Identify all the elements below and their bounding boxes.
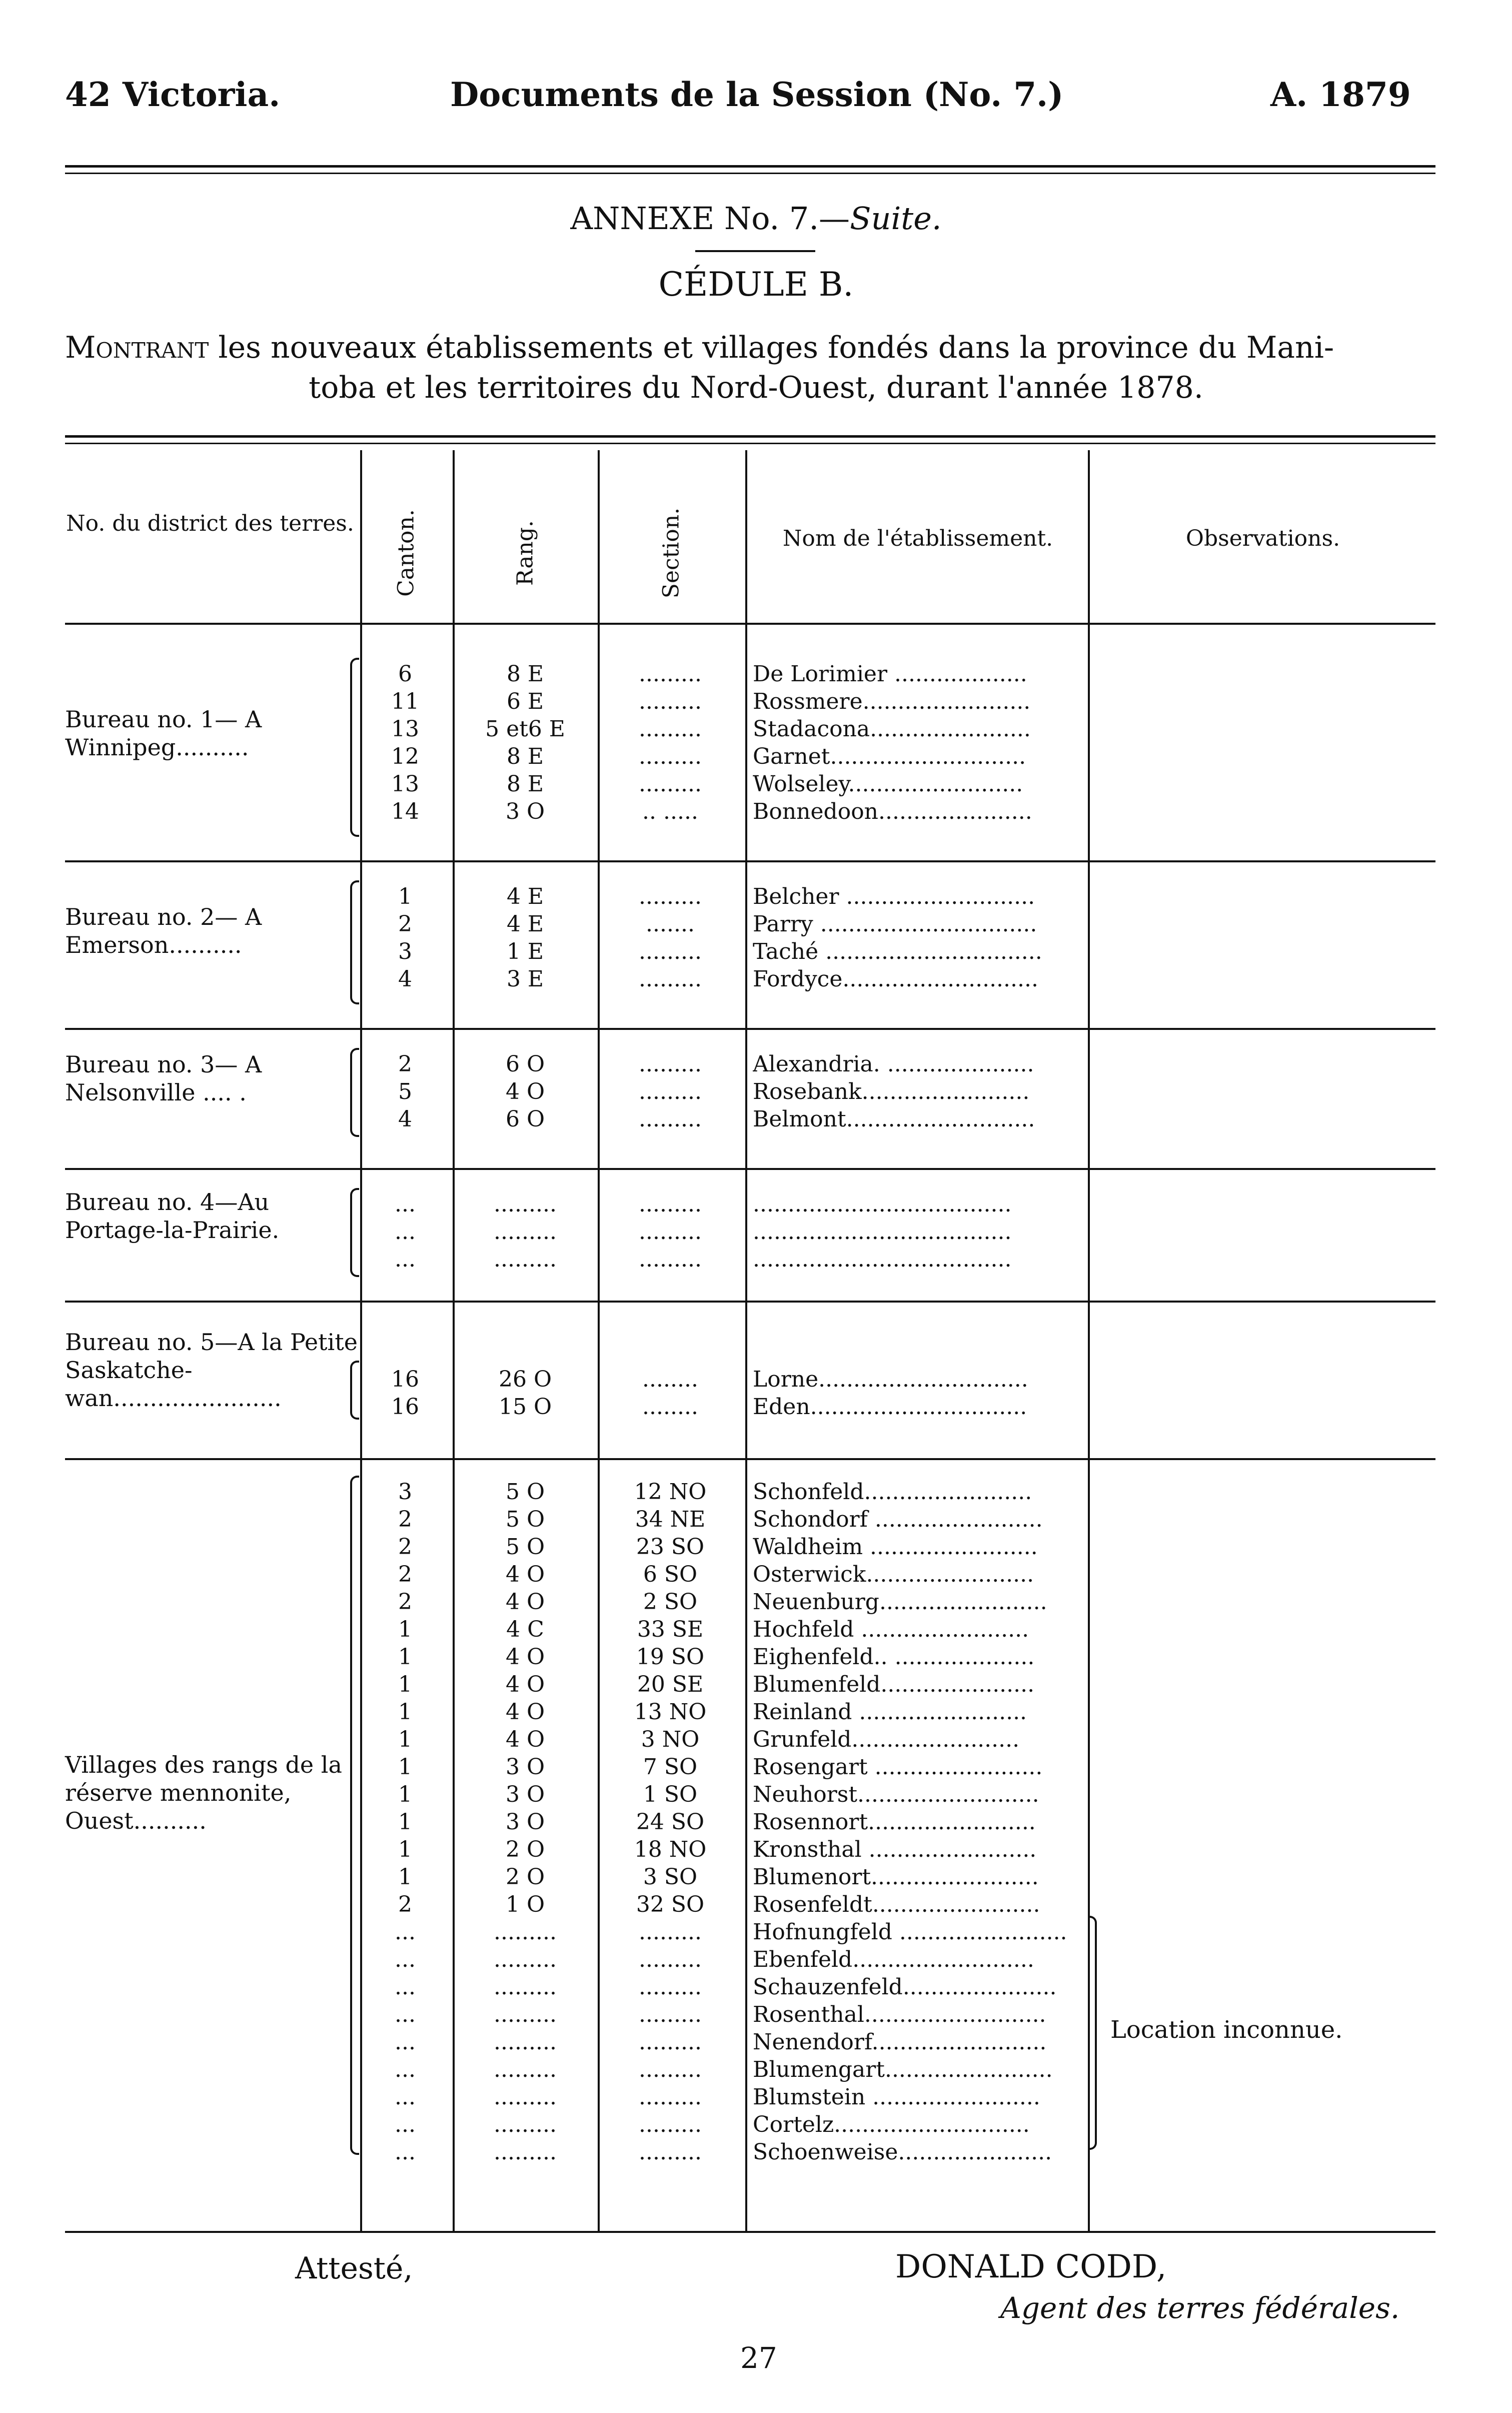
cell-canton: ... [395, 2057, 416, 2082]
brace-saskatchewan [350, 1361, 359, 1420]
cell-section: ......... [639, 1219, 702, 1245]
cell-rang: 3 O [505, 1809, 545, 1835]
cell-rang: 2 O [505, 1864, 545, 1890]
cell-canton: 1 [398, 1672, 412, 1697]
cell-rang: 5 et6 E [485, 716, 565, 742]
cell-nom: Parry ............................... [753, 911, 1037, 937]
cell-canton: 16 [391, 1394, 419, 1420]
header-title: Documents de la Session (No. 7.) [450, 75, 1064, 114]
group-separator-5 [65, 1458, 1435, 1460]
cell-section: 7 SO [643, 1754, 698, 1780]
cell-rang: 4 O [505, 1589, 545, 1615]
cell-canton: ... [395, 2002, 416, 2027]
cell-rang: 26 O [498, 1367, 552, 1392]
cell-rang: ......... [494, 2029, 557, 2055]
observation-location-inconnue: Location inconnue. [1110, 2016, 1343, 2044]
col-header-rang: Rang. [512, 520, 538, 586]
cell-canton: ... [395, 1947, 416, 1972]
cell-canton: 1 [398, 884, 412, 909]
attest-label: Attesté, [295, 2251, 413, 2286]
page-number: 27 [740, 2341, 777, 2375]
cell-canton: 4 [398, 1106, 412, 1132]
cell-section: ......... [639, 744, 702, 769]
cell-rang: 1 O [505, 1892, 545, 1917]
cell-section: ......... [639, 689, 702, 714]
table-rule-top-2 [65, 443, 1435, 444]
cell-section: 24 SO [636, 1809, 705, 1835]
col-header-district: No. du district des terres. [66, 511, 354, 536]
cell-nom: Fordyce............................ [753, 966, 1038, 992]
group-separator-3 [65, 1168, 1435, 1170]
cell-section: ......... [639, 2112, 702, 2137]
cell-canton: 1 [398, 1727, 412, 1752]
cell-canton: ... [395, 1974, 416, 2000]
cell-rang: 6 E [506, 689, 544, 714]
cell-section: 34 NE [635, 1507, 706, 1532]
cell-canton: 16 [391, 1367, 419, 1392]
cell-canton: 1 [398, 1699, 412, 1725]
cell-rang: ......... [494, 1247, 557, 1272]
group-separator-4 [65, 1301, 1435, 1303]
cell-canton: 3 [398, 939, 412, 964]
cell-nom: Blumenfeld...................... [753, 1672, 1035, 1697]
signature-title: Agent des terres fédérales. [1000, 2291, 1400, 2325]
cell-nom: Cortelz............................ [753, 2112, 1030, 2137]
brace-mennonite [350, 1476, 359, 2155]
cell-canton: 13 [391, 716, 419, 742]
group-label-nelsonville: Bureau no. 3— A Nelsonville .... . [65, 1051, 262, 1106]
cell-canton: 11 [391, 689, 419, 714]
cell-section: 18 NO [634, 1837, 707, 1862]
cell-canton: ... [395, 1219, 416, 1245]
cell-section: 33 SE [637, 1617, 704, 1642]
cell-rang: 2 O [505, 1837, 545, 1862]
cell-nom: Lorne.............................. [753, 1367, 1028, 1392]
cell-nom: Neuhorst.......................... [753, 1782, 1039, 1807]
cell-rang: 5 O [505, 1507, 545, 1532]
header-volume: 42 Victoria. [65, 75, 281, 114]
cedule-title: CÉDULE B. [658, 265, 854, 304]
cell-section: ......... [639, 1974, 702, 2000]
title-divider [695, 250, 815, 252]
cell-section: ........ [642, 1394, 698, 1420]
cell-nom: ..................................... [753, 1219, 1012, 1245]
cell-nom: Hochfeld ........................ [753, 1617, 1029, 1642]
cell-rang: ......... [494, 2084, 557, 2110]
group-label-portage: Bureau no. 4—Au Portage-la-Prairie. [65, 1188, 280, 1244]
cell-section: 13 NO [634, 1699, 707, 1725]
cell-nom: Schauzenfeld...................... [753, 1974, 1057, 2000]
cell-canton: 1 [398, 1782, 412, 1807]
cell-canton: 1 [398, 1644, 412, 1670]
cell-rang: ......... [494, 1947, 557, 1972]
cell-nom: Belcher ........................... [753, 884, 1035, 909]
col-header-nom: Nom de l'établissement. [782, 526, 1053, 551]
cell-canton: ... [395, 2139, 416, 2165]
cell-nom: Stadacona....................... [753, 716, 1031, 742]
annexe-label: ANNEXE No. 7.— [570, 200, 850, 237]
col-line-3 [598, 450, 600, 2231]
cell-section: 1 SO [643, 1782, 698, 1807]
cell-canton: 13 [391, 771, 419, 797]
cell-canton: 2 [398, 1892, 412, 1917]
group-label-emerson: Bureau no. 2— A Emerson.......... [65, 903, 262, 958]
cell-canton: 5 [398, 1079, 412, 1104]
header-separator [65, 623, 1435, 625]
cell-rang: ......... [494, 2057, 557, 2082]
cell-rang: ......... [494, 1974, 557, 2000]
cell-section: ......... [639, 2139, 702, 2165]
cell-section: ......... [639, 2002, 702, 2027]
cell-rang: 4 E [506, 884, 544, 909]
group-label-winnipeg: Bureau no. 1— A Winnipeg.......... [65, 706, 262, 761]
cell-nom: Blumstein ........................ [753, 2084, 1040, 2110]
cell-section: ......... [639, 1106, 702, 1132]
cell-nom: Waldheim ........................ [753, 1534, 1038, 1560]
cell-canton: 3 [398, 1479, 412, 1505]
cell-nom: Taché ............................... [753, 939, 1042, 964]
description-line-1 [65, 330, 1334, 365]
description-text-1: les nouveaux établissements et villages fondés dans la province du Mani- [209, 330, 1334, 365]
cell-rang: ......... [494, 2002, 557, 2027]
cell-nom: Rosebank........................ [753, 1079, 1030, 1104]
col-header-canton: Canton. [393, 509, 419, 597]
cell-rang: 15 O [498, 1394, 552, 1420]
cell-nom: Bonnedoon...................... [753, 799, 1032, 824]
cell-nom: Rossmere........................ [753, 689, 1031, 714]
description-line-2: toba et les territoires du Nord-Ouest, durant l'année 1878. [309, 370, 1203, 405]
cell-canton: 1 [398, 1809, 412, 1835]
cell-section: 2 SO [643, 1589, 698, 1615]
cell-section: 3 SO [643, 1864, 698, 1890]
cell-nom: Ebenfeld.......................... [753, 1947, 1034, 1972]
cell-section: 19 SO [636, 1644, 705, 1670]
annexe-title [0, 200, 1512, 237]
cell-rang: 4 O [505, 1672, 545, 1697]
cell-nom: Rosenfeldt........................ [753, 1892, 1040, 1917]
cell-canton: 1 [398, 1837, 412, 1862]
cell-section: ......... [639, 939, 702, 964]
col-line-4 [745, 450, 747, 2231]
cell-nom: Belmont........................... [753, 1106, 1035, 1132]
cell-section: ......... [639, 2084, 702, 2110]
cell-section: ......... [639, 1947, 702, 1972]
cell-rang: 8 E [506, 744, 544, 769]
cell-section: ......... [639, 2029, 702, 2055]
cell-rang: 3 O [505, 799, 545, 824]
cell-rang: ......... [494, 2139, 557, 2165]
cell-rang: 4 E [506, 911, 544, 937]
cell-canton: 2 [398, 1562, 412, 1587]
cell-nom: Osterwick........................ [753, 1562, 1034, 1587]
cell-nom: Eighenfeld.. .................... [753, 1644, 1035, 1670]
cell-canton: ... [395, 2084, 416, 2110]
cell-canton: 1 [398, 1864, 412, 1890]
header-year: A. 1879 [1270, 75, 1411, 114]
cell-section: ......... [639, 1919, 702, 1945]
cell-canton: 14 [391, 799, 419, 824]
cell-canton: 1 [398, 1754, 412, 1780]
cell-nom: Rosenthal.......................... [753, 2002, 1046, 2027]
cell-nom: Alexandria. ..................... [753, 1051, 1034, 1077]
cell-nom: ..................................... [753, 1247, 1012, 1272]
annexe-suite: Suite. [850, 200, 942, 237]
cell-rang: 1 E [506, 939, 544, 964]
cell-section: ........ [642, 1367, 698, 1392]
col-line-2 [453, 450, 455, 2231]
cell-nom: Schonfeld........................ [753, 1479, 1032, 1505]
cell-rang: 3 O [505, 1782, 545, 1807]
cell-rang: 3 O [505, 1754, 545, 1780]
cell-canton: ... [395, 1919, 416, 1945]
cell-nom: Kronsthal ........................ [753, 1837, 1037, 1862]
cell-section: ......... [639, 716, 702, 742]
cell-rang: 4 O [505, 1644, 545, 1670]
cell-rang: 4 C [506, 1617, 544, 1642]
cell-nom: Reinland ........................ [753, 1699, 1027, 1725]
header-rule-bottom [65, 173, 1435, 174]
cell-canton: ... [395, 2112, 416, 2137]
cell-section: 12 NO [634, 1479, 707, 1505]
cell-nom: Rosennort........................ [753, 1809, 1036, 1835]
header-rule-top [65, 165, 1435, 168]
cell-nom: Schondorf ........................ [753, 1507, 1043, 1532]
cell-section: 32 SO [636, 1892, 705, 1917]
cell-canton: ... [395, 1191, 416, 1217]
cell-nom: Schoenweise...................... [753, 2139, 1052, 2165]
cell-canton: ... [395, 1247, 416, 1272]
brace-portage [350, 1188, 359, 1277]
cell-rang: 3 E [506, 966, 544, 992]
cell-canton: 2 [398, 1507, 412, 1532]
cell-canton: 2 [398, 1589, 412, 1615]
cell-section: ......... [639, 966, 702, 992]
cell-nom: De Lorimier ................... [753, 661, 1027, 687]
cell-canton: 2 [398, 1051, 412, 1077]
cell-nom: Nenendorf......................... [753, 2029, 1047, 2055]
cell-nom: Neuenburg........................ [753, 1589, 1047, 1615]
cell-rang: 4 O [505, 1699, 545, 1725]
cell-nom: Eden............................... [753, 1394, 1027, 1420]
cell-rang: 6 O [505, 1106, 545, 1132]
cell-rang: 4 O [505, 1727, 545, 1752]
cell-canton: 6 [398, 661, 412, 687]
cell-canton: 2 [398, 911, 412, 937]
brace-winnipeg [350, 658, 359, 837]
cell-rang: 5 O [505, 1534, 545, 1560]
signature-name: DONALD CODD, [895, 2248, 1167, 2285]
cell-rang: ......... [494, 1191, 557, 1217]
cell-nom: Garnet............................ [753, 744, 1026, 769]
cell-section: 23 SO [636, 1534, 705, 1560]
cell-section: 3 NO [641, 1727, 700, 1752]
cell-section: 20 SE [637, 1672, 704, 1697]
cell-section: ......... [639, 1247, 702, 1272]
group-label-mennonite: Villages des rangs de la réserve mennonite, Ouest.......... [65, 1751, 342, 1834]
cell-canton: 1 [398, 1617, 412, 1642]
cell-rang: 6 O [505, 1051, 545, 1077]
group-label-saskatchewan: Bureau no. 5—A la Petite Saskatche-wan....................... [65, 1329, 358, 1412]
description-lead: Montrant [65, 330, 209, 365]
cell-section: ....... [646, 911, 695, 937]
brace-emerson [350, 880, 359, 1004]
cell-rang: ......... [494, 1919, 557, 1945]
group-separator-1 [65, 860, 1435, 862]
cell-rang: ......... [494, 2112, 557, 2137]
cell-canton: 12 [391, 744, 419, 769]
cell-rang: ......... [494, 1219, 557, 1245]
cell-nom: Grunfeld........................ [753, 1727, 1020, 1752]
cell-section: .. ..... [642, 799, 698, 824]
col-header-section: Section. [658, 507, 684, 599]
col-header-observations: Observations. [1185, 526, 1340, 551]
cell-section: ......... [639, 884, 702, 909]
cell-section: ......... [639, 1079, 702, 1104]
cell-rang: 8 E [506, 661, 544, 687]
table-bottom-rule [65, 2231, 1435, 2233]
cell-nom: ..................................... [753, 1191, 1012, 1217]
cell-rang: 5 O [505, 1479, 545, 1505]
cell-rang: 8 E [506, 771, 544, 797]
brace-nelsonville [350, 1048, 359, 1137]
cell-section: ......... [639, 2057, 702, 2082]
cell-canton: ... [395, 2029, 416, 2055]
cell-nom: Blumenort........................ [753, 1864, 1039, 1890]
cell-section: ......... [639, 771, 702, 797]
cell-rang: 4 O [505, 1562, 545, 1587]
cell-rang: 4 O [505, 1079, 545, 1104]
cell-nom: Hofnungfeld ........................ [753, 1919, 1067, 1945]
cell-section: ......... [639, 661, 702, 687]
cell-section: 6 SO [643, 1562, 698, 1587]
table-rule-top [65, 435, 1435, 438]
cell-canton: 4 [398, 966, 412, 992]
cell-nom: Rosengart ........................ [753, 1754, 1043, 1780]
cell-section: ......... [639, 1191, 702, 1217]
group-separator-2 [65, 1028, 1435, 1030]
cell-canton: 2 [398, 1534, 412, 1560]
cell-nom: Blumengart........................ [753, 2057, 1053, 2082]
cell-section: ......... [639, 1051, 702, 1077]
brace-unknown-location [1088, 1916, 1097, 2150]
cell-nom: Wolseley......................... [753, 771, 1023, 797]
